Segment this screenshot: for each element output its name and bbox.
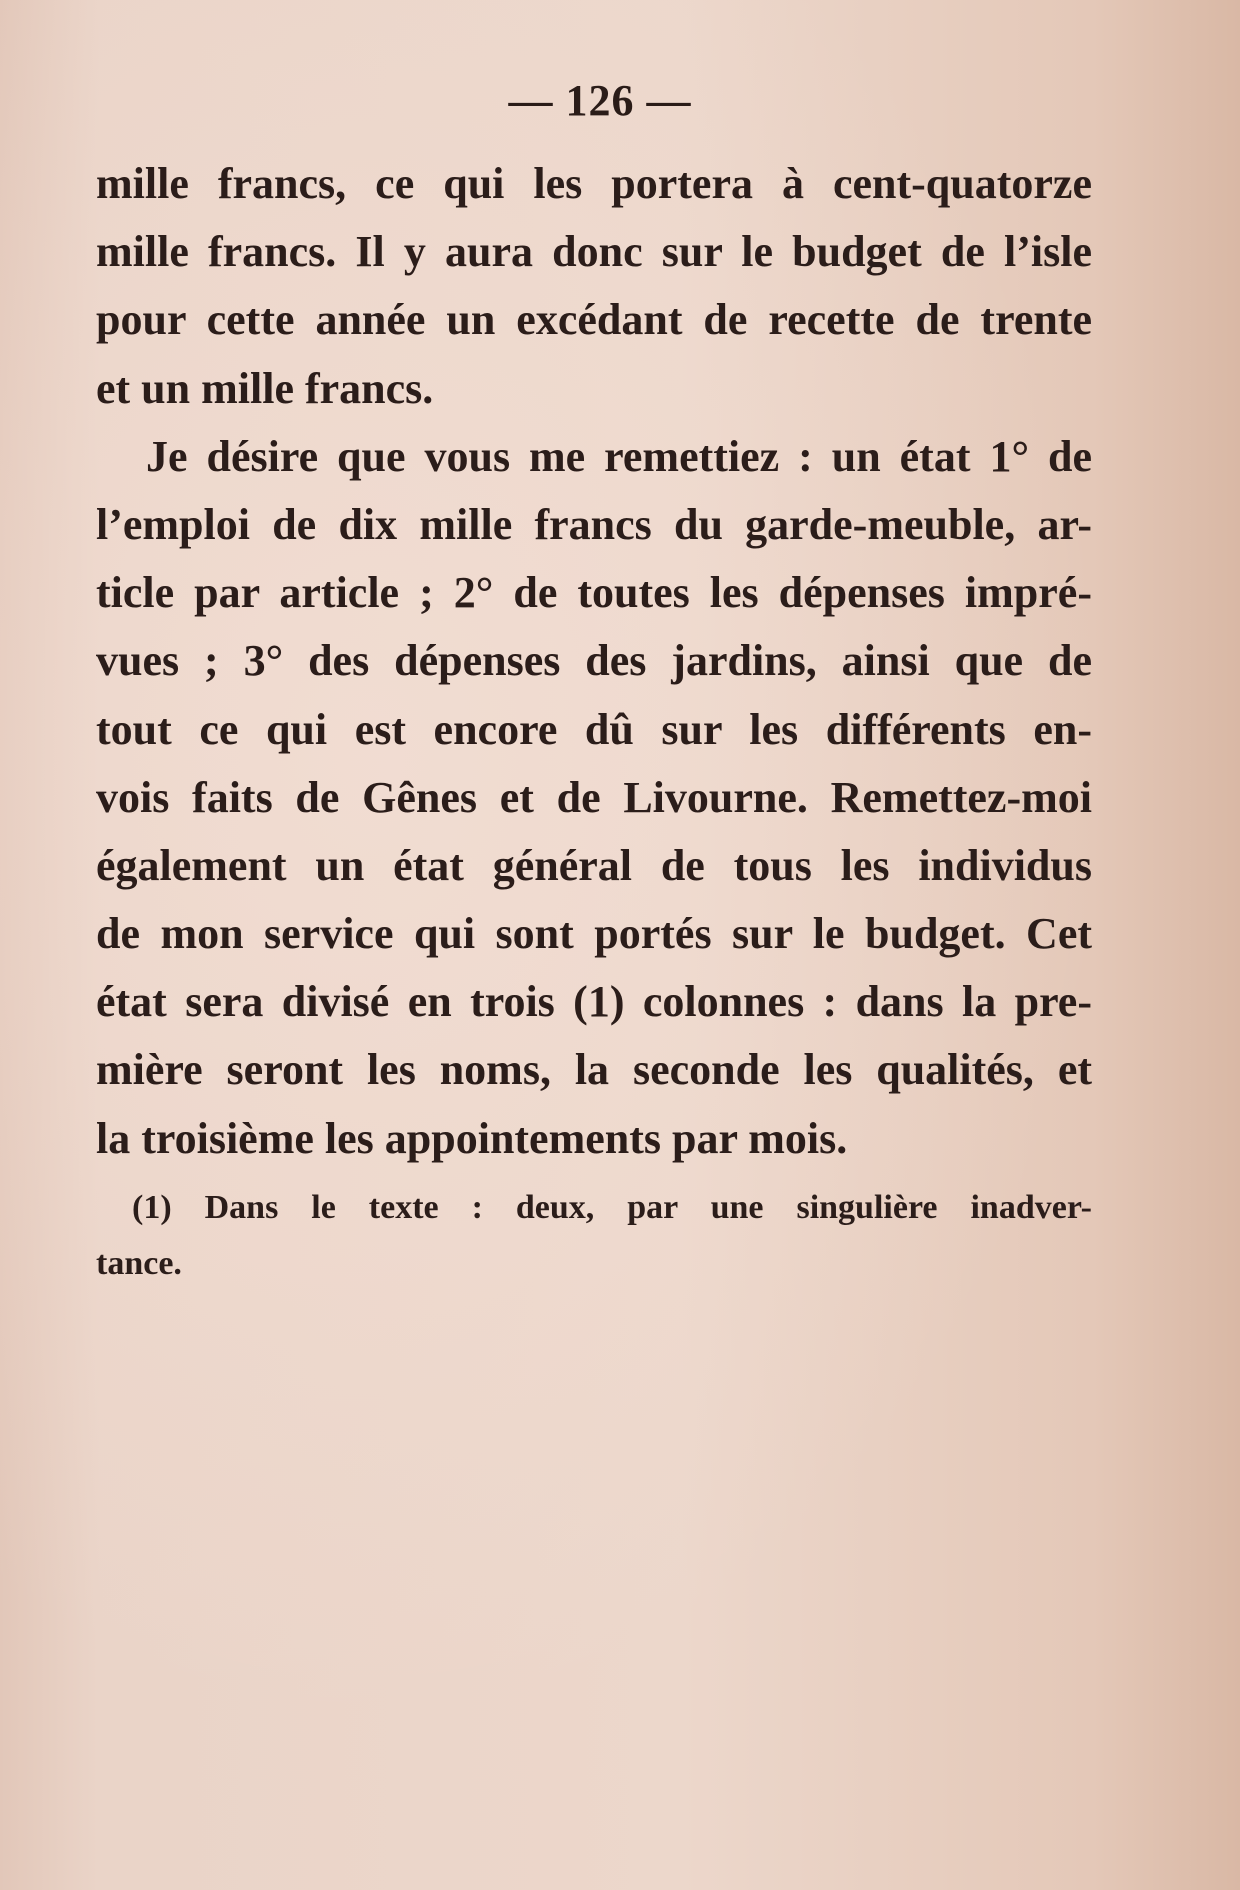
text-line: vues ; 3° des dépenses des jardins, ainsi que de bbox=[96, 636, 1092, 686]
page-number: — 126 — bbox=[508, 76, 692, 125]
text-line: mille francs, ce qui les portera à cent-quatorze bbox=[96, 159, 1092, 208]
text-line: état sera divisé en trois (1) colonnes : dans la pre- bbox=[96, 977, 1092, 1027]
text-line: la troisième les appointements par mois. bbox=[96, 1113, 848, 1163]
text-line: l’emploi de dix mille francs du garde-meuble, ar- bbox=[96, 499, 1092, 549]
footnote bbox=[96, 1180, 1092, 1292]
text-line: mille francs. Il y aura donc sur le budget de l’isle bbox=[96, 227, 1092, 277]
text-line: de mon service qui sont portés sur le budget. Cet bbox=[96, 909, 1092, 959]
text-line: mière seront les noms, la seconde les qualités, et bbox=[96, 1045, 1092, 1095]
text-line: pour cette année un excédant de recette de trente bbox=[96, 295, 1092, 345]
text-line: ticle par article ; 2° de toutes les dépenses impré- bbox=[96, 568, 1092, 618]
text-line: et un mille francs. bbox=[96, 363, 434, 413]
footnote-line: tance. bbox=[96, 1245, 182, 1282]
body-text bbox=[96, 150, 1092, 1173]
footnote-line: (1) Dans le texte : deux, par une singulière inadver- bbox=[132, 1189, 1092, 1226]
text-line: également un état général de tous les individus bbox=[96, 840, 1092, 890]
text-line: tout ce qui est encore dû sur les différents en- bbox=[96, 704, 1092, 754]
text-line: Je désire que vous me remettiez : un état 1° de bbox=[146, 431, 1092, 481]
text-line: vois faits de Gênes et de Livourne. Remettez-moi bbox=[96, 772, 1092, 822]
